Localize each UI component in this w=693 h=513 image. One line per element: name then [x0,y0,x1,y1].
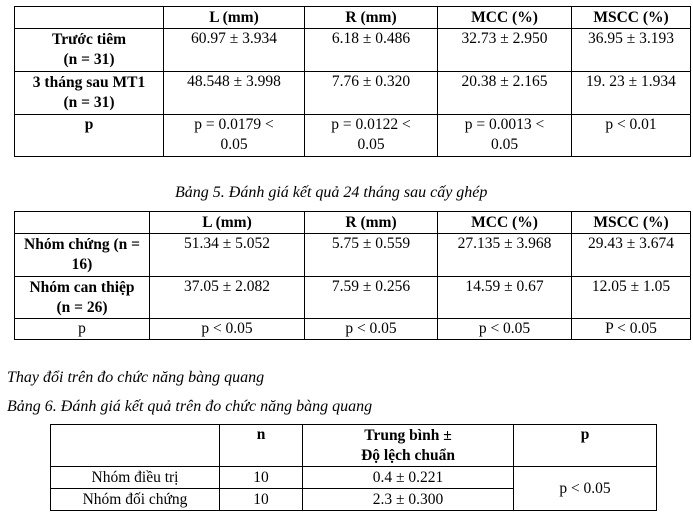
table-row [15,319,691,340]
row-label: p [15,115,164,157]
header-cell: R (mm) [305,7,438,29]
cell: 14.59 ± 0.67 [438,277,572,319]
cell: 2.3 ± 0.300 [303,489,514,511]
cell: 7.76 ± 0.320 [305,72,438,115]
cell: p < 0.05 [438,319,572,340]
header-cell: MSCC (%) [572,7,691,29]
cell: 10 [220,467,303,489]
table-6-caption: Bảng 6. Đánh giá kết quả trên đo chức năng bàng quang [7,398,373,415]
table-2 [14,211,691,340]
cell: 20.38 ± 2.165 [438,72,572,115]
cell: P < 0.05 [572,319,691,340]
table-3-header-row [51,425,657,467]
cell: 60.97 ± 3.934 [164,29,305,72]
cell: 48.548 ± 3.998 [164,72,305,115]
row-label-line: Trước tiêm (n = 31) [52,31,126,68]
row-label [15,29,164,72]
row-label: Nhóm đối chứng [51,489,220,511]
section-heading: Thay đổi trên đo chức năng bàng quang [7,369,265,386]
cell: 12.05 ± 1.05 [572,277,691,319]
table-row [15,234,691,277]
cell: 27.135 ± 3.968 [438,234,572,277]
header-cell: Trung bình ± Độ lệch chuẩn [303,425,514,467]
cell: 36.95 ± 3.193 [572,29,691,72]
cell: p = 0.0122 < 0.05 [305,115,438,157]
table-row [15,277,691,319]
table-row [51,467,657,489]
cell: p = 0.0179 < 0.05 [164,115,305,157]
cell: 37.05 ± 2.082 [150,277,305,319]
table-row [15,29,691,72]
cell: p < 0.05 [150,319,305,340]
header-cell: L (mm) [150,212,305,234]
row-label: Nhóm can thiệp (n = 26) [15,277,150,319]
header-cell [51,425,220,467]
cell: 19. 23 ± 1.934 [572,72,691,115]
row-label: Nhóm chứng (n = 16) [15,234,150,277]
row-label: Nhóm điều trị [51,467,220,489]
cell: 32.73 ± 2.950 [438,29,572,72]
row-label: p [15,319,150,340]
cell: 0.4 ± 0.221 [303,467,514,489]
header-cell: MSCC (%) [572,212,691,234]
row-label: 3 tháng sau MT1 (n = 31) [15,72,164,115]
header-cell: MCC (%) [438,7,572,29]
header-cell [15,7,164,29]
cell: 51.34 ± 5.052 [150,234,305,277]
header-cell: MCC (%) [438,212,572,234]
table-1-header-row [15,7,691,29]
header-cell: L (mm) [164,7,305,29]
cell: 6.18 ± 0.486 [305,29,438,72]
header-cell: n [220,425,303,467]
cell: p = 0.0013 < 0.05 [438,115,572,157]
cell: 10 [220,489,303,511]
cell: p < 0.01 [572,115,691,157]
header-cell [15,212,150,234]
p-value-cell: p < 0.05 [514,467,657,511]
cell: 5.75 ± 0.559 [305,234,438,277]
cell: 29.43 ± 3.674 [572,234,691,277]
table-5-caption: Bảng 5. Đánh giá kết quả 24 tháng sau cấy ghép [175,184,488,201]
cell: 7.59 ± 0.256 [305,277,438,319]
table-2-header-row [15,212,691,234]
table-1 [14,6,691,157]
table-row [15,72,691,115]
table-row [15,115,691,157]
header-cell: p [514,425,657,467]
cell: p < 0.05 [305,319,438,340]
header-cell: R (mm) [305,212,438,234]
table-3 [50,424,657,511]
